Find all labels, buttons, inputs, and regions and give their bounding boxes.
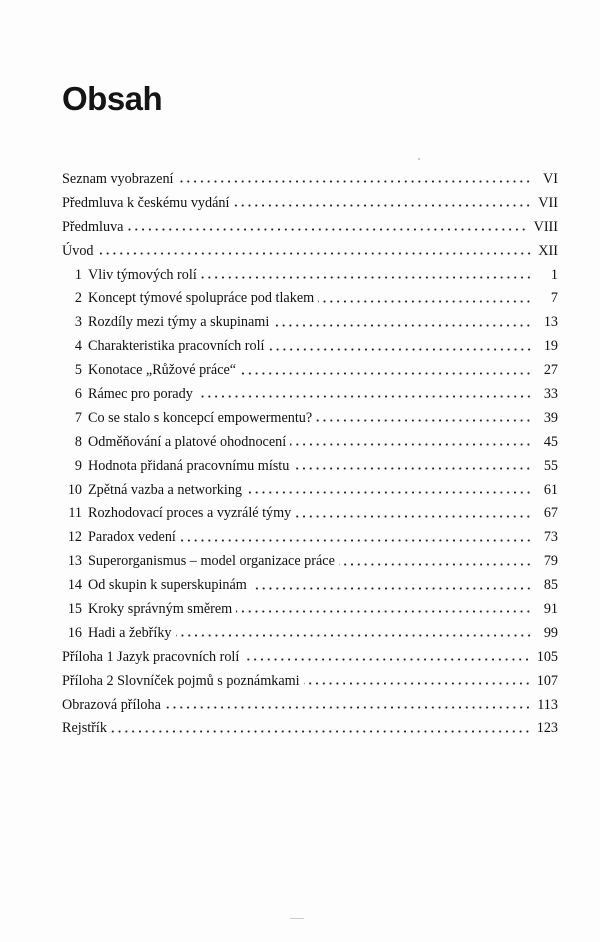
chapter-number: 5	[74, 362, 82, 379]
toc-chapter-entry[interactable]	[62, 264, 558, 288]
toc-entry-page: VIII	[533, 218, 558, 235]
chapter-number: 2	[74, 290, 82, 307]
toc-entry-label: Hadi a žebříky	[88, 624, 172, 641]
chapter-number: 15	[67, 601, 82, 618]
dot-leader	[180, 534, 532, 546]
dot-leader	[290, 439, 532, 451]
dot-leader	[243, 654, 530, 666]
toc-chapter-entry[interactable]	[62, 359, 558, 383]
toc-entry-page: 105	[536, 648, 558, 665]
scan-artifact-line	[290, 918, 304, 919]
toc-entry-page: 79	[543, 553, 558, 570]
toc-entry-label: Charakteristika pracovních rolí	[88, 338, 265, 355]
dot-leader	[293, 463, 532, 475]
toc-entry-page: 99	[543, 624, 558, 641]
toc-entry-page: 61	[543, 481, 558, 498]
chapter-number: 14	[67, 577, 82, 594]
chapter-number: 3	[74, 314, 82, 331]
dot-leader	[304, 678, 531, 690]
toc-entry-label: Rejstřík	[62, 720, 107, 737]
dot-leader	[295, 510, 532, 522]
toc-entry-page: 91	[543, 601, 558, 618]
chapter-number: 13	[67, 553, 82, 570]
dot-leader	[236, 606, 532, 618]
toc-entry[interactable]	[62, 240, 558, 264]
toc-entry[interactable]	[62, 216, 558, 240]
toc-entry-page: 39	[543, 409, 558, 426]
toc-entry-page: VI	[543, 171, 558, 187]
chapter-number: 16	[67, 624, 82, 641]
toc-entry-label: Úvod	[62, 242, 94, 259]
toc-entry-label: Superorganismus – model organizace práce	[88, 553, 335, 570]
toc-entry-label: Kroky správným směrem	[88, 601, 233, 618]
toc-entry-label: Zpětná vazba a networking	[88, 481, 243, 498]
toc-entry-label: Rámec pro porady	[88, 386, 193, 403]
dot-leader	[177, 176, 532, 188]
toc-entry-label: Příloha 1 Jazyk pracovních rolí	[62, 648, 240, 665]
chapter-number: 4	[74, 338, 82, 355]
dot-leader	[318, 295, 532, 307]
dot-leader	[339, 558, 532, 570]
toc-entry-page: 7	[550, 290, 558, 307]
chapter-number: 6	[74, 386, 82, 403]
toc-entry-label: Předmluva	[62, 218, 124, 235]
dot-leader	[201, 272, 532, 284]
toc-entry-page: 55	[543, 457, 558, 474]
dot-leader	[233, 200, 532, 212]
toc-chapter-entry[interactable]	[62, 526, 558, 550]
dot-leader	[273, 319, 532, 331]
toc-entry-page: 45	[543, 433, 558, 450]
dot-leader	[111, 725, 531, 737]
toc-entry-page: 19	[543, 338, 558, 355]
toc-entry[interactable]	[62, 694, 558, 718]
toc-chapter-entry[interactable]	[62, 622, 558, 646]
toc-chapter-entry[interactable]	[62, 407, 558, 431]
toc-entry[interactable]	[62, 646, 558, 670]
toc-chapter-entry[interactable]	[62, 431, 558, 455]
table-of-contents	[62, 168, 558, 741]
toc-entry-page: 123	[536, 720, 558, 737]
toc-entry-page: 13	[543, 314, 558, 331]
toc-entry-page: 85	[543, 577, 558, 594]
dot-leader	[165, 702, 531, 714]
dot-leader	[251, 582, 532, 594]
dot-leader	[246, 487, 532, 499]
toc-entry-page: 113	[537, 696, 558, 713]
toc-entry-label: Rozdíly mezi týmy a skupinami	[88, 314, 270, 331]
toc-entry-label: Koncept týmové spolupráce pod tlakem	[88, 290, 315, 307]
toc-entry-page: 1	[550, 266, 558, 283]
chapter-number: 8	[74, 433, 82, 450]
toc-entry-page: 27	[543, 362, 558, 379]
toc-chapter-entry[interactable]	[62, 479, 558, 503]
toc-chapter-entry[interactable]	[62, 550, 558, 574]
toc-entry[interactable]	[62, 192, 558, 216]
toc-entry-page: VII	[538, 194, 558, 211]
toc-entry[interactable]	[62, 717, 558, 741]
dot-leader	[316, 415, 532, 427]
dot-leader	[240, 367, 532, 379]
chapter-number: 10	[67, 481, 82, 498]
page-title: Obsah	[62, 80, 163, 117]
toc-entry[interactable]	[62, 168, 558, 192]
chapter-number: 1	[74, 266, 82, 283]
toc-entry-label: Příloha 2 Slovníček pojmů s poznámkami	[62, 672, 300, 689]
toc-entry-label: Hodnota přidaná pracovnímu místu	[88, 457, 290, 474]
dot-leader	[269, 343, 533, 355]
toc-entry[interactable]	[62, 670, 558, 694]
toc-chapter-entry[interactable]	[62, 287, 558, 311]
toc-chapter-entry[interactable]	[62, 455, 558, 479]
toc-entry-label: Konotace „Růžové práce“	[88, 362, 237, 379]
chapter-number: 11	[68, 505, 82, 522]
dot-leader	[98, 248, 532, 260]
toc-entry-label: Od skupin k superskupinám	[88, 577, 247, 594]
toc-entry-label: Rozhodovací proces a vyzrálé týmy	[88, 505, 292, 522]
toc-entry-label: Paradox vedení	[88, 529, 176, 546]
toc-chapter-entry[interactable]	[62, 311, 558, 335]
toc-entry-label: Obrazová příloha	[62, 696, 161, 713]
toc-entry-page: 33	[543, 386, 558, 403]
toc-entry-label: Co se stalo s koncepcí empowermentu?	[88, 409, 313, 426]
toc-entry-label: Odměňování a platové ohodnocení	[88, 433, 287, 450]
chapter-number: 9	[74, 457, 82, 474]
toc-entry-page: XII	[538, 242, 558, 259]
toc-entry-label: Seznam vyobrazení	[62, 171, 174, 187]
toc-chapter-entry[interactable]	[62, 502, 558, 526]
toc-chapter-entry[interactable]	[62, 335, 558, 359]
toc-chapter-entry[interactable]	[62, 574, 558, 598]
dot-leader	[176, 630, 532, 642]
dot-leader	[127, 224, 527, 236]
toc-entry-page: 73	[543, 529, 558, 546]
toc-entry-page: 107	[536, 672, 558, 689]
chapter-number: 7	[74, 409, 82, 426]
toc-entry-page: 67	[543, 505, 558, 522]
toc-chapter-entry[interactable]	[62, 383, 558, 407]
scan-speck	[418, 158, 420, 160]
chapter-number: 12	[67, 529, 82, 546]
toc-entry-label: Vliv týmových rolí	[88, 266, 197, 283]
toc-entry-label: Předmluva k českému vydání	[62, 194, 230, 211]
dot-leader	[197, 391, 532, 403]
toc-chapter-entry[interactable]	[62, 598, 558, 622]
